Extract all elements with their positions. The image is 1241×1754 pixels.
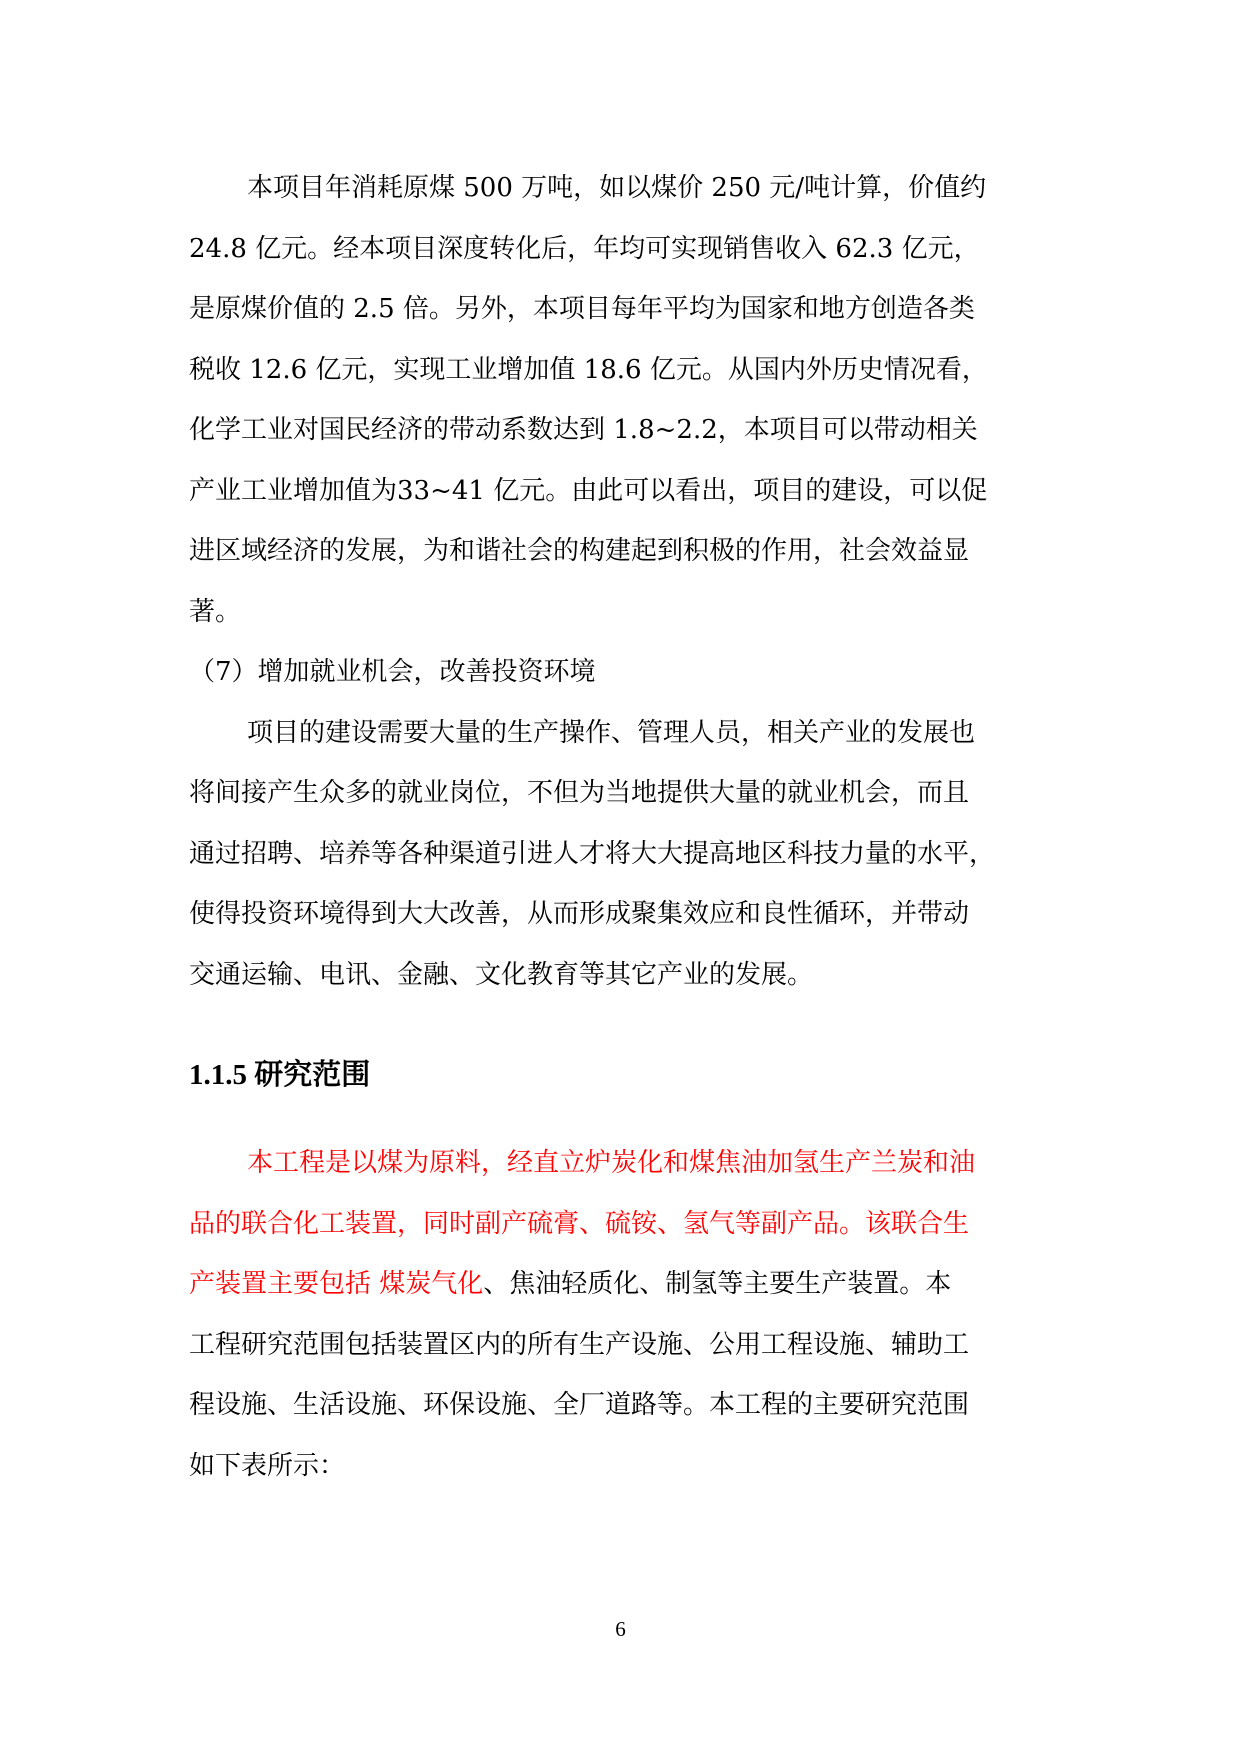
text-line: 本项目年消耗原煤 500 万吨，如以煤价 250 元/吨计算，价值约 <box>247 173 987 203</box>
text-line: 进区域经济的发展，为和谐社会的构建起到积极的作用，社会效益显 <box>189 536 970 566</box>
paragraph-economic-benefit <box>189 158 1064 642</box>
paragraph-research-scope <box>189 1133 1064 1496</box>
text-line: 工程研究范围包括装置区内的所有生产设施、公用工程设施、辅助工 <box>189 1329 970 1360</box>
text-line: 著。 <box>189 596 242 627</box>
text-line: 税收 12.6 亿元，实现工业增加值 18.6 亿元。从国内外历史情况看， <box>189 354 988 385</box>
highlighted-text-line: 本工程是以煤为原料，经直立炉炭化和煤焦油加氢生产兰炭和油 <box>247 1148 976 1178</box>
text-line: 24.8 亿元。经本项目深度转化后，年均可实现销售收入 62.3 亿元， <box>189 233 980 264</box>
highlighted-text-line: 品的联合化工装置，同时副产硫膏、硫铵、氢气等副产品。该联合生 <box>189 1208 970 1239</box>
text-line: 程设施、生活设施、环保设施、全厂道路等。本工程的主要研究范围 <box>189 1390 970 1420</box>
text-line: 产业工业增加值为33~41 亿元。由此可以看出，项目的建设，可以促 <box>189 475 988 506</box>
text-line: 项目的建设需要大量的生产操作、管理人员，相关产业的发展也 <box>247 717 976 748</box>
plain-text: 、焦油轻质化、制氢等主要生产装置。本 <box>483 1269 952 1299</box>
list-item-employment: （7）增加就业机会，改善投资环境 <box>189 657 596 687</box>
text-line: 交通运输、电讯、金融、文化教育等其它产业的发展。 <box>189 959 814 990</box>
text-line: 通过招聘、培养等各种渠道引进人才将大大提高地区科技力量的水平， <box>189 838 996 869</box>
section-heading: 1.1.5 研究范围 <box>189 1059 371 1091</box>
highlighted-text: 产装置主要包括 煤炭气化 <box>189 1269 484 1299</box>
text-line: 如下表所示： <box>189 1450 346 1481</box>
text-line: 将间接产生众多的就业岗位，不但为当地提供大量的就业机会，而且 <box>189 778 970 808</box>
text-line: 化学工业对国民经济的带动系数达到 1.8~2.2，本项目可以带动相关 <box>189 415 978 445</box>
text-line: 是原煤价值的 2.5 倍。另外，本项目每年平均为国家和地方创造各类 <box>189 294 975 324</box>
page-number: 6 <box>615 1617 626 1641</box>
text-line-mixed <box>189 1254 1064 1315</box>
paragraph-employment <box>189 703 1064 1006</box>
text-line: 使得投资环境得到大大改善，从而形成聚集效应和良性循环，并带动 <box>189 899 970 929</box>
document-page <box>189 158 1064 1496</box>
